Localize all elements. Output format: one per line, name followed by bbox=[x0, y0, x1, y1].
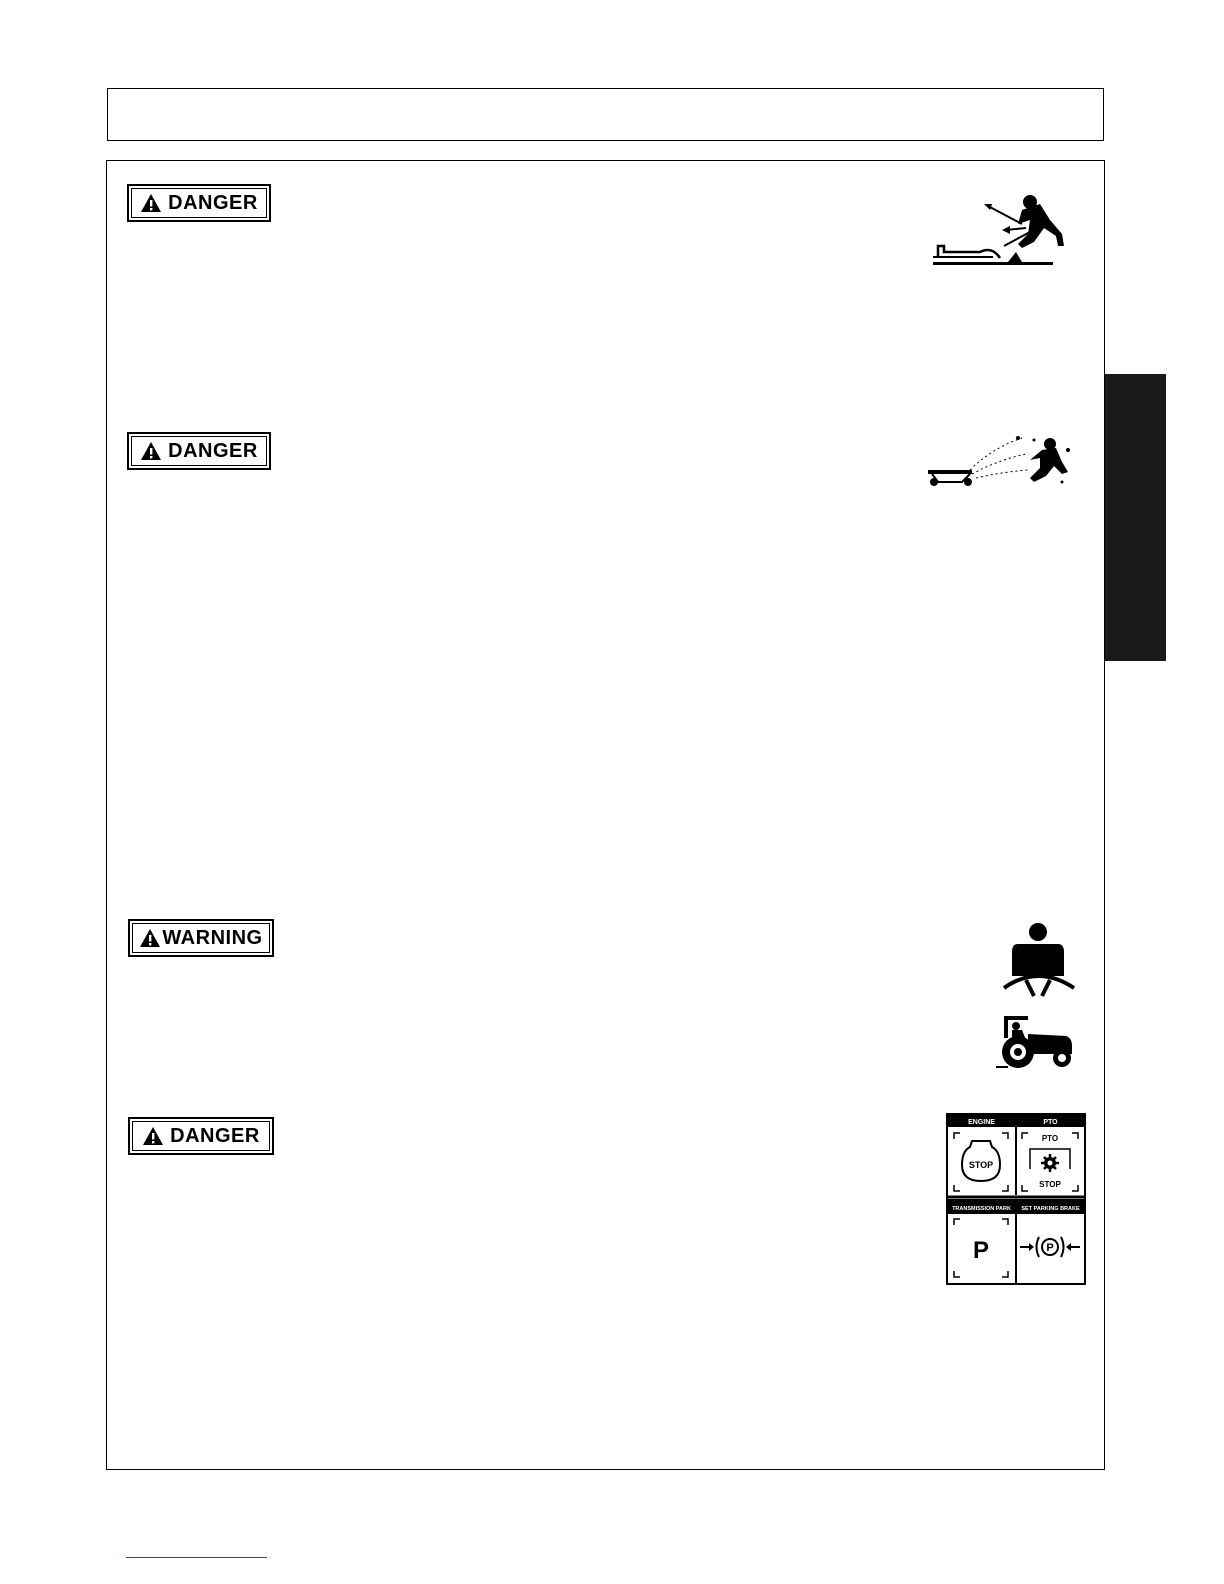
seat-belt-icon bbox=[1000, 920, 1080, 1000]
signal-word: DANGER bbox=[168, 191, 258, 214]
page-header-box bbox=[107, 88, 1104, 141]
thrown-object-hazard-icon bbox=[930, 190, 1070, 270]
section-side-tab bbox=[1105, 374, 1166, 661]
warning-triangle-icon bbox=[140, 193, 162, 213]
shutdown-procedure-panel bbox=[946, 1113, 1086, 1285]
footer-rule bbox=[126, 1557, 267, 1558]
flying-debris-hazard-icon bbox=[922, 430, 1072, 490]
signal-word: DANGER bbox=[170, 1124, 260, 1147]
danger-signal-panel bbox=[127, 184, 271, 222]
tractor-operator-icon bbox=[994, 1012, 1076, 1072]
warning-triangle-icon bbox=[142, 1126, 164, 1146]
warning-triangle-icon bbox=[139, 928, 161, 948]
parking-brake-header: SET PARKING BRAKE bbox=[1021, 1206, 1080, 1212]
parking-brake-letter: P bbox=[1046, 1242, 1054, 1254]
warning-triangle-icon bbox=[140, 441, 162, 461]
signal-word: WARNING bbox=[162, 926, 263, 949]
pto-stop-label: STOP bbox=[1039, 1180, 1061, 1189]
pto-top-label: PTO bbox=[1041, 1134, 1059, 1143]
engine-stop-label: STOP bbox=[968, 1160, 994, 1170]
pto-header: PTO bbox=[1043, 1119, 1058, 1126]
park-letter: P bbox=[972, 1237, 990, 1264]
danger-signal-panel bbox=[127, 432, 271, 470]
engine-header: ENGINE bbox=[968, 1119, 995, 1126]
danger-signal-panel bbox=[128, 1117, 274, 1155]
transmission-park-header: TRANSMISSION PARK bbox=[952, 1206, 1011, 1212]
warning-signal-panel bbox=[128, 919, 274, 957]
signal-word: DANGER bbox=[168, 439, 258, 462]
